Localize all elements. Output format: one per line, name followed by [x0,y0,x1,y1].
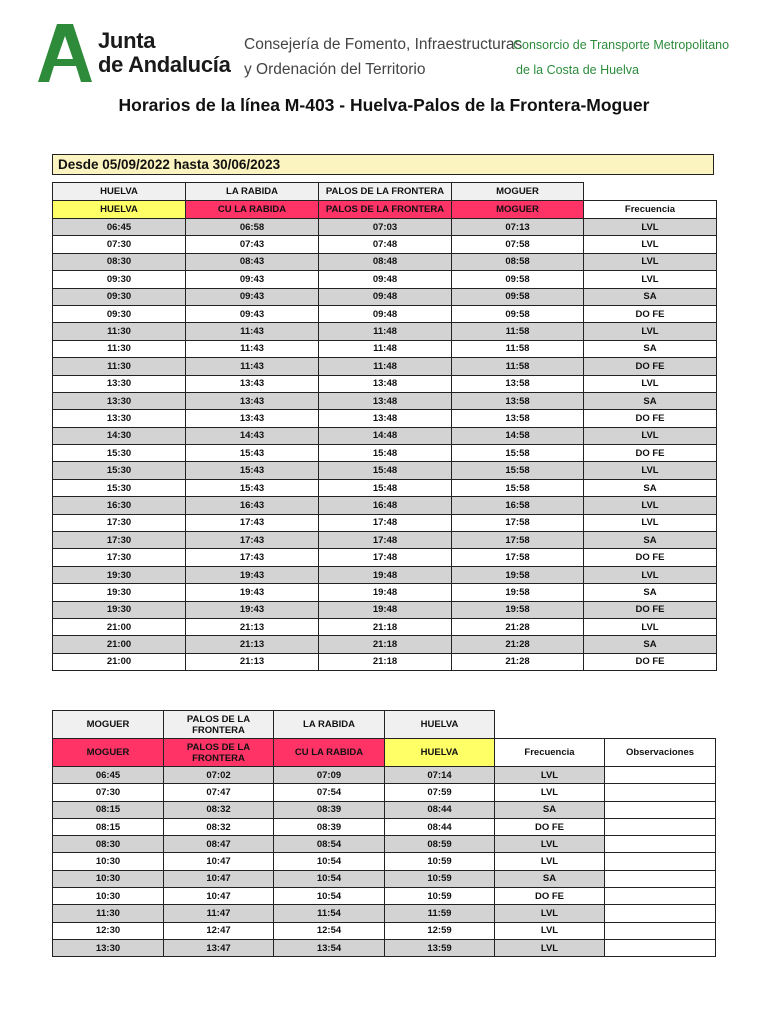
time-cell: 17:43 [186,549,319,566]
junta-logo-icon [38,22,92,84]
outbound-row [53,601,717,618]
time-cell: 07:30 [53,784,164,801]
time-cell: 21:28 [452,636,584,653]
time-cell: 09:43 [186,288,319,305]
outbound-header-moguer: MOGUER [452,183,584,201]
frecuencia-cell: DO FE [584,410,717,427]
frecuencia-cell: LVL [584,236,717,253]
time-cell: 08:44 [385,818,495,835]
outbound-row [53,236,717,253]
outbound-header-huelva: HUELVA [53,183,186,201]
time-cell: 10:54 [274,853,385,870]
frecuencia-cell: DO FE [584,305,717,322]
time-cell: 09:43 [186,305,319,322]
time-cell: 13:30 [53,939,164,956]
outbound-row [53,566,717,583]
time-cell: 13:58 [452,392,584,409]
time-cell: 17:58 [452,532,584,549]
observaciones-cell [605,922,716,939]
outbound-header-la-rabida: LA RABIDA [186,183,319,201]
time-cell: 11:30 [53,358,186,375]
inbound-header-blank [605,711,716,739]
time-cell: 11:48 [319,323,452,340]
inbound-stop-cu-la-rabida: CU LA RABIDA [274,739,385,767]
time-cell: 19:58 [452,601,584,618]
time-cell: 11:54 [274,905,385,922]
time-cell: 07:59 [385,784,495,801]
inbound-header-row [53,711,716,739]
outbound-header-palos: PALOS DE LA FRONTERA [319,183,452,201]
time-cell: 13:58 [452,375,584,392]
frecuencia-cell: SA [495,870,605,887]
outbound-row [53,618,717,635]
inbound-header-moguer: MOGUER [53,711,164,739]
frecuencia-cell: SA [584,584,717,601]
inbound-header-palos: PALOS DE LA FRONTERA [164,711,274,739]
time-cell: 19:30 [53,566,186,583]
junta-name-line2: de Andalucía [98,52,231,77]
time-cell: 09:48 [319,305,452,322]
time-cell: 15:48 [319,479,452,496]
frecuencia-cell: DO FE [495,888,605,905]
time-cell: 21:18 [319,653,452,670]
inbound-observaciones-header: Observaciones [605,739,716,767]
time-cell: 06:45 [53,767,164,784]
time-cell: 21:00 [53,653,186,670]
time-cell: 08:15 [53,801,164,818]
time-cell: 21:00 [53,636,186,653]
inbound-row [53,818,716,835]
time-cell: 13:58 [452,410,584,427]
time-cell: 15:48 [319,462,452,479]
frecuencia-cell: LVL [584,497,717,514]
time-cell: 11:58 [452,340,584,357]
outbound-row [53,288,717,305]
time-cell: 15:43 [186,479,319,496]
time-cell: 13:47 [164,939,274,956]
time-cell: 08:59 [385,836,495,853]
page-title: Horarios de la línea M-403 - Huelva-Palos de la Frontera-Moguer [118,95,650,115]
time-cell: 11:43 [186,323,319,340]
time-cell: 17:43 [186,514,319,531]
time-cell: 17:58 [452,549,584,566]
time-cell: 19:43 [186,584,319,601]
frecuencia-cell: LVL [584,462,717,479]
inbound-row [53,836,716,853]
time-cell: 07:13 [452,219,584,236]
time-cell: 07:14 [385,767,495,784]
inbound-row [53,922,716,939]
time-cell: 16:43 [186,497,319,514]
inbound-header-blank [495,711,605,739]
inbound-stop-moguer: MOGUER [53,739,164,767]
time-cell: 19:48 [319,601,452,618]
time-cell: 12:47 [164,922,274,939]
time-cell: 21:13 [186,618,319,635]
inbound-row [53,870,716,887]
outbound-row [53,410,717,427]
time-cell: 13:48 [319,375,452,392]
time-cell: 09:58 [452,288,584,305]
time-cell: 15:48 [319,445,452,462]
time-cell: 15:43 [186,445,319,462]
time-cell: 12:59 [385,922,495,939]
time-cell: 09:48 [319,271,452,288]
outbound-timetable [52,182,717,671]
inbound-row [53,801,716,818]
time-cell: 13:54 [274,939,385,956]
observaciones-cell [605,767,716,784]
time-cell: 07:03 [319,219,452,236]
time-cell: 08:48 [319,253,452,270]
time-cell: 10:47 [164,870,274,887]
inbound-timetable [52,710,716,957]
outbound-row [53,549,717,566]
time-cell: 07:58 [452,236,584,253]
time-cell: 07:47 [164,784,274,801]
outbound-row [53,584,717,601]
outbound-row [53,305,717,322]
time-cell: 09:30 [53,305,186,322]
time-cell: 08:47 [164,836,274,853]
time-cell: 11:30 [53,323,186,340]
consejeria-line2: y Ordenación del Territorio [244,61,426,78]
outbound-row [53,479,717,496]
time-cell: 08:30 [53,253,186,270]
frecuencia-cell: LVL [495,836,605,853]
time-cell: 08:39 [274,801,385,818]
outbound-row [53,427,717,444]
time-cell: 16:48 [319,497,452,514]
inbound-header-huelva: HUELVA [385,711,495,739]
observaciones-cell [605,818,716,835]
time-cell: 14:30 [53,427,186,444]
outbound-row [53,323,717,340]
time-cell: 09:30 [53,271,186,288]
time-cell: 19:48 [319,584,452,601]
outbound-row [53,271,717,288]
inbound-row [53,905,716,922]
observaciones-cell [605,836,716,853]
outbound-row [53,445,717,462]
time-cell: 11:47 [164,905,274,922]
time-cell: 13:30 [53,392,186,409]
time-cell: 08:43 [186,253,319,270]
time-cell: 17:30 [53,532,186,549]
time-cell: 16:58 [452,497,584,514]
inbound-frecuencia-header: Frecuencia [495,739,605,767]
inbound-stop-huelva: HUELVA [385,739,495,767]
time-cell: 11:43 [186,358,319,375]
time-cell: 13:43 [186,410,319,427]
time-cell: 21:28 [452,653,584,670]
frecuencia-cell: DO FE [584,445,717,462]
frecuencia-cell: LVL [584,427,717,444]
time-cell: 19:30 [53,584,186,601]
time-cell: 10:47 [164,888,274,905]
time-cell: 13:48 [319,392,452,409]
consorcio-line1: Consorcio de Transporte Metropolitano [513,38,730,52]
frecuencia-cell: LVL [495,784,605,801]
outbound-row [53,219,717,236]
frecuencia-cell: LVL [584,219,717,236]
observaciones-cell [605,853,716,870]
outbound-row [53,636,717,653]
outbound-row [53,375,717,392]
inbound-row [53,853,716,870]
outbound-stop-cu-la-rabida: CU LA RABIDA [186,201,319,219]
outbound-row [53,532,717,549]
observaciones-cell [605,888,716,905]
time-cell: 15:30 [53,479,186,496]
frecuencia-cell: LVL [584,323,717,340]
outbound-row [53,653,717,670]
time-cell: 10:30 [53,853,164,870]
outbound-stop-moguer: MOGUER [452,201,584,219]
frecuencia-cell: LVL [495,767,605,784]
time-cell: 11:43 [186,340,319,357]
frecuencia-cell: DO FE [584,601,717,618]
time-cell: 15:30 [53,462,186,479]
observaciones-cell [605,784,716,801]
time-cell: 13:30 [53,410,186,427]
frecuencia-cell: SA [584,392,717,409]
outbound-header-blank [584,183,717,201]
time-cell: 15:58 [452,445,584,462]
frecuencia-cell: LVL [495,922,605,939]
time-cell: 10:59 [385,888,495,905]
time-cell: 07:09 [274,767,385,784]
frecuencia-cell: DO FE [584,358,717,375]
time-cell: 09:43 [186,271,319,288]
outbound-stop-huelva: HUELVA [53,201,186,219]
time-cell: 15:30 [53,445,186,462]
time-cell: 10:54 [274,888,385,905]
frecuencia-cell: LVL [495,939,605,956]
time-cell: 13:43 [186,392,319,409]
time-cell: 09:30 [53,288,186,305]
outbound-row [53,340,717,357]
frecuencia-cell: LVL [584,253,717,270]
inbound-header-la-rabida: LA RABIDA [274,711,385,739]
time-cell: 19:43 [186,566,319,583]
frecuencia-cell: SA [495,801,605,818]
outbound-row [53,514,717,531]
time-cell: 08:54 [274,836,385,853]
outbound-row [53,358,717,375]
time-cell: 07:48 [319,236,452,253]
outbound-frecuencia-header: Frecuencia [584,201,717,219]
frecuencia-cell: SA [584,636,717,653]
inbound-stop-palos: PALOS DE LA FRONTERA [164,739,274,767]
time-cell: 15:58 [452,479,584,496]
time-cell: 13:30 [53,375,186,392]
time-cell: 19:43 [186,601,319,618]
time-cell: 11:59 [385,905,495,922]
time-cell: 06:58 [186,219,319,236]
frecuencia-cell: LVL [584,566,717,583]
outbound-row [53,462,717,479]
time-cell: 17:48 [319,532,452,549]
outbound-header-row [53,183,717,201]
time-cell: 11:30 [53,340,186,357]
time-cell: 10:30 [53,870,164,887]
time-cell: 21:13 [186,636,319,653]
time-cell: 10:47 [164,853,274,870]
time-cell: 11:58 [452,358,584,375]
frecuencia-cell: DO FE [584,653,717,670]
frecuencia-cell: SA [584,479,717,496]
outbound-row [53,497,717,514]
time-cell: 11:58 [452,323,584,340]
time-cell: 19:30 [53,601,186,618]
time-cell: 15:43 [186,462,319,479]
time-cell: 17:48 [319,549,452,566]
frecuencia-cell: LVL [584,271,717,288]
time-cell: 21:28 [452,618,584,635]
time-cell: 19:58 [452,566,584,583]
time-cell: 11:30 [53,905,164,922]
time-cell: 19:58 [452,584,584,601]
frecuencia-cell: LVL [584,375,717,392]
outbound-stops-row [53,201,717,219]
time-cell: 08:39 [274,818,385,835]
junta-name-line1: Junta [98,28,156,53]
time-cell: 10:59 [385,870,495,887]
frecuencia-cell: DO FE [495,818,605,835]
frecuencia-cell: SA [584,340,717,357]
time-cell: 13:43 [186,375,319,392]
consorcio-line2: de la Costa de Huelva [516,63,639,77]
observaciones-cell [605,905,716,922]
frecuencia-cell: LVL [495,853,605,870]
time-cell: 07:43 [186,236,319,253]
frecuencia-cell: SA [584,532,717,549]
time-cell: 12:30 [53,922,164,939]
time-cell: 07:54 [274,784,385,801]
time-cell: 08:30 [53,836,164,853]
time-cell: 10:59 [385,853,495,870]
time-cell: 13:48 [319,410,452,427]
outbound-stop-palos: PALOS DE LA FRONTERA [319,201,452,219]
time-cell: 08:44 [385,801,495,818]
time-cell: 17:48 [319,514,452,531]
inbound-row [53,784,716,801]
time-cell: 21:00 [53,618,186,635]
observaciones-cell [605,870,716,887]
time-cell: 21:18 [319,618,452,635]
time-cell: 16:30 [53,497,186,514]
time-cell: 17:30 [53,549,186,566]
time-cell: 09:48 [319,288,452,305]
time-cell: 06:45 [53,219,186,236]
time-cell: 21:13 [186,653,319,670]
time-cell: 07:02 [164,767,274,784]
time-cell: 21:18 [319,636,452,653]
page-header [0,0,768,92]
inbound-row [53,939,716,956]
frecuencia-cell: LVL [584,618,717,635]
time-cell: 15:58 [452,462,584,479]
time-cell: 17:43 [186,532,319,549]
outbound-row [53,253,717,270]
time-cell: 12:54 [274,922,385,939]
time-cell: 08:15 [53,818,164,835]
time-cell: 14:58 [452,427,584,444]
time-cell: 14:48 [319,427,452,444]
outbound-row [53,392,717,409]
validity-period: Desde 05/09/2022 hasta 30/06/2023 [52,154,714,175]
time-cell: 17:30 [53,514,186,531]
time-cell: 19:48 [319,566,452,583]
time-cell: 17:58 [452,514,584,531]
frecuencia-cell: LVL [584,514,717,531]
time-cell: 10:54 [274,870,385,887]
inbound-row [53,888,716,905]
time-cell: 08:58 [452,253,584,270]
inbound-stops-row [53,739,716,767]
inbound-row [53,767,716,784]
frecuencia-cell: SA [584,288,717,305]
consejeria-line1: Consejería de Fomento, Infraestructuras [244,36,523,53]
time-cell: 08:32 [164,818,274,835]
time-cell: 07:30 [53,236,186,253]
frecuencia-cell: LVL [495,905,605,922]
observaciones-cell [605,939,716,956]
time-cell: 14:43 [186,427,319,444]
time-cell: 08:32 [164,801,274,818]
time-cell: 09:58 [452,271,584,288]
observaciones-cell [605,801,716,818]
time-cell: 10:30 [53,888,164,905]
time-cell: 09:58 [452,305,584,322]
time-cell: 11:48 [319,340,452,357]
frecuencia-cell: DO FE [584,549,717,566]
time-cell: 11:48 [319,358,452,375]
time-cell: 13:59 [385,939,495,956]
